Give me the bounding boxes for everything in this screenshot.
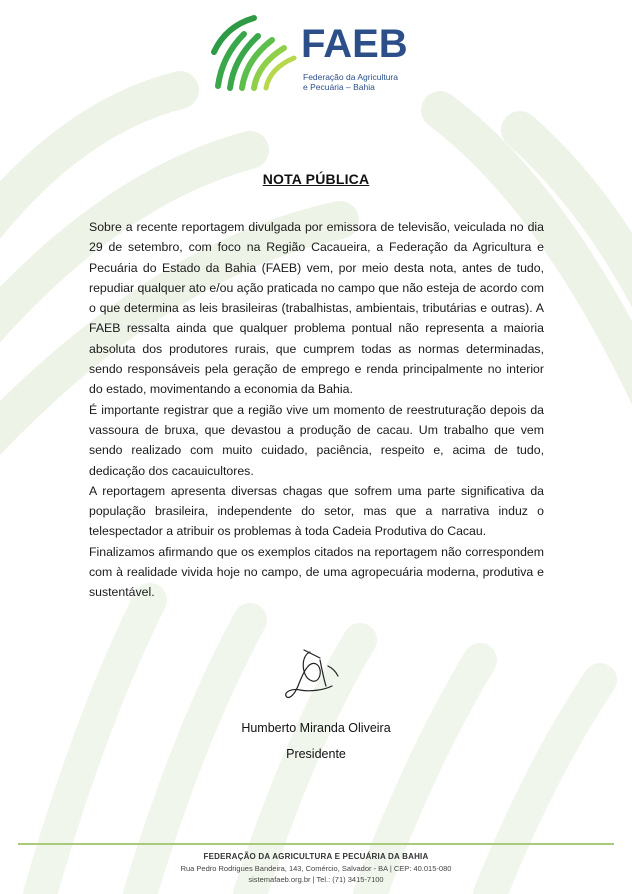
- document-body: [89, 217, 544, 603]
- logo-subtitle: [303, 72, 398, 92]
- document-title: NOTA PÚBLICA: [262, 171, 370, 187]
- faeb-logo: [208, 12, 428, 92]
- footer-divider: [18, 843, 614, 845]
- paragraph: É importante registrar que a região vive um momento de reestruturação depois da vassoura de bruxa, que devastou a produção de cacau. Um trabalho que vem sendo realizado com muito cuidado, paciência, respeito e, acima de tudo, dedicação dos cacauicultores.: [89, 402, 544, 478]
- logo-subtitle-line-1: Federação da Agricultura: [303, 72, 398, 82]
- paragraph: Finalizamos afirmando que os exemplos citados na reportagem não correspondem com à realidade vivida hoje no campo, de uma agropecuária moderna, produtiva e sustentável.: [89, 544, 544, 600]
- paragraph: A reportagem apresenta diversas chagas que sofrem uma parte significativa da população brasileira, independente do setor, mas que a narrativa induz o telespectador a atribuir os problemas à toda Cadeia Produtiva do Cacau.: [89, 483, 544, 539]
- signer-role: Presidente: [286, 747, 346, 761]
- footer-title: FEDERAÇÃO DA AGRICULTURA E PECUÁRIA DA BAHIA: [203, 852, 429, 861]
- logo-wordmark: FAEB: [301, 22, 408, 66]
- faeb-leaf-logo-icon: [208, 12, 298, 92]
- footer-contact: sistemafaeb.org.br | Tel.: (71) 3415-7100: [248, 875, 384, 884]
- footer-address: Rua Pedro Rodrigues Bandeira, 143, Comércio, Salvador - BA | CEP: 40.015-080: [180, 864, 452, 873]
- signer-name: Humberto Miranda Oliveira: [241, 721, 391, 735]
- logo-subtitle-line-2: e Pecuária – Bahia: [303, 82, 375, 92]
- handwritten-signature-icon: [280, 646, 350, 708]
- paragraph: Sobre a recente reportagem divulgada por emissora de televisão, veiculada no dia 29 de setembro, com foco na Região Cacaueira, a Federação da Agricultura e Pecuária do Estado da Bahia (FAEB) vem, por meio desta nota, antes de tudo, repudiar qualquer ato e/ou ação praticada no campo que não esteja de acordo com o que determina as leis brasileiras (trabalhistas, ambientais, tributárias e outras). A FAEB ressalta ainda que qualquer problema pontual não representa a maioria absoluta dos produtores rurais, que cumprem todas as normas determinadas, sendo responsáveis pela geração de emprego e renda principalmente no interior do estado, movimentando a economia da Bahia.: [89, 220, 544, 397]
